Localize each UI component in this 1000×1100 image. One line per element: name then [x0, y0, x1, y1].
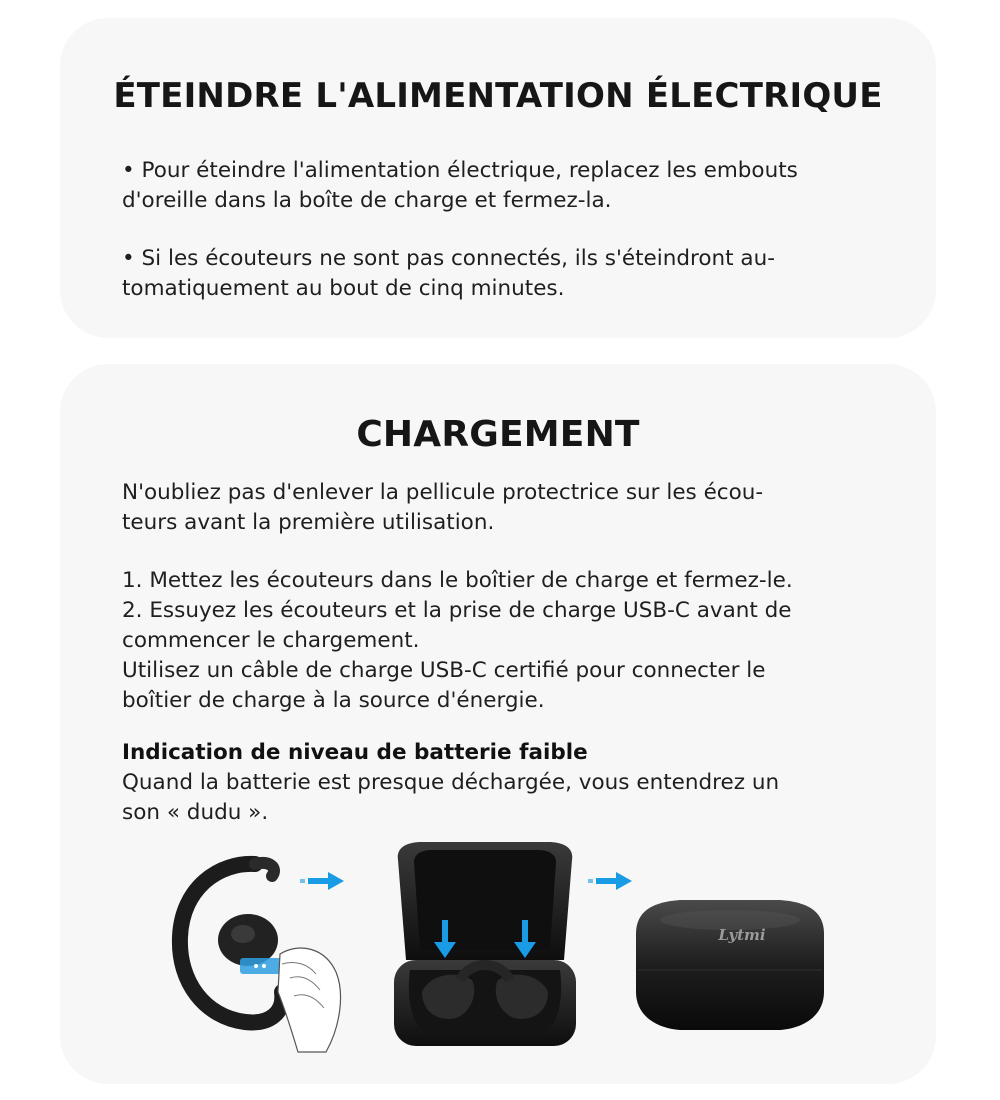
- closed-charging-case-image: [636, 900, 824, 1030]
- low-battery-line-1: Quand la batterie est presque déchargée, vous entendrez un: [122, 770, 780, 795]
- arrow-right-icon: [588, 872, 632, 890]
- open-charging-case-image: [394, 842, 576, 1046]
- charging-step-line-5: boîtier de charge à la source d'énergie.: [122, 688, 545, 713]
- power-off-title: ÉTEINDRE L'ALIMENTATION ÉLECTRIQUE: [113, 76, 883, 116]
- power-off-bullet-1-line-2: d'oreille dans la boîte de charge et fermez-la.: [122, 188, 612, 213]
- low-battery-heading: Indication de niveau de batterie faible: [122, 740, 588, 765]
- charging-illustration-svg: [160, 842, 860, 1070]
- earbud-with-hand-image: [180, 863, 341, 1052]
- charging-card: [60, 364, 936, 1084]
- power-off-bullet-2-line-2: tomatiquement au bout de cinq minutes.: [122, 276, 565, 301]
- case-brand-logo: Lytmi: [718, 926, 766, 944]
- power-off-bullet-1-line-1: • Pour éteindre l'alimentation électrique, replacez les embouts: [122, 158, 798, 183]
- charging-step-line-1: 1. Mettez les écouteurs dans le boîtier de charge et fermez-le.: [122, 568, 793, 593]
- low-battery-line-2: son « dudu ».: [122, 800, 269, 825]
- charging-illustration: [160, 842, 860, 1070]
- charging-title: CHARGEMENT: [356, 414, 640, 455]
- charging-step-line-4: Utilisez un câble de charge USB-C certifié pour connecter le: [122, 658, 766, 683]
- charging-intro-line-1: N'oubliez pas d'enlever la pellicule protectrice sur les écou-: [122, 480, 764, 505]
- charging-step-line-3: commencer le chargement.: [122, 628, 420, 653]
- power-off-body: [122, 156, 902, 304]
- power-off-bullet-2-line-1: • Si les écouteurs ne sont pas connectés, ils s'éteindront au-: [122, 246, 775, 271]
- power-off-card: [60, 18, 936, 338]
- charging-body: [122, 478, 902, 828]
- arrow-right-icon: [300, 872, 344, 890]
- charging-intro-line-2: teurs avant la première utilisation.: [122, 510, 495, 535]
- charging-step-line-2: 2. Essuyez les écouteurs et la prise de charge USB-C avant de: [122, 598, 792, 623]
